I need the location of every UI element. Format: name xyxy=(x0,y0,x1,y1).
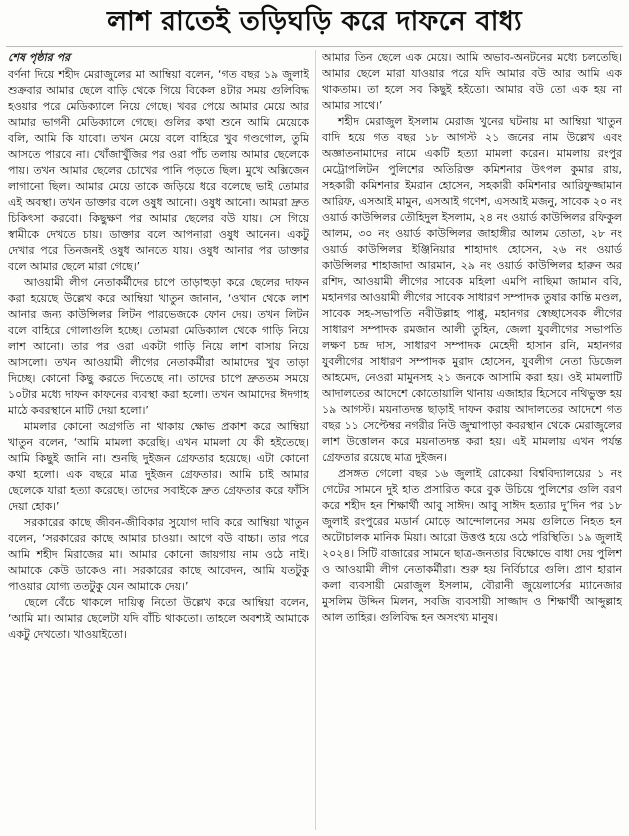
article-paragraph: ছেলে বেঁচে থাকলে দায়িত্ব নিতো উল্লেখ করে আম্বিয়া বলেন, ‘আমি মা। আমার ছেলেটা যদি বাঁচি থাকতো। তাহলে অবশ্যই আমাকে একটু দেখতো। খাওয়াইতো। xyxy=(8,596,309,641)
article-paragraph: আমার তিন ছেলে এক মেয়ে। আমি অভাব-অনটনের মধ্যে চলতেছি। আমার ছেলে মারা যাওয়ার পরে যদি আমার বউ আর আমি এক থাকতাম। তা হলে সব কিছুই হইতো। আমার বউ তো এক হয় না আমার সাথে।’ xyxy=(322,51,622,112)
article-paragraph: আওয়ামী লীগ নেতাকর্মীদের চাপে তাড়াহুড়া করে ছেলের দাফন করা হয়েছে উল্লেখ করে আম্বিয়া খাতুন জানান, ‘ওখান থেকে লাশ আনার জন্য কাউন্সিলর লিটন পারভেজকে ফোন দেয়। তখন লিটন বলে বাহিরে গোলাগুলি হচ্ছে। তোমরা মেডিক্যাল থেকে গাড়ি নিয়ে লাশ আনো। তার পর ওরা একটা গাড়ি নিয়ে লাশ বাসায় নিয়ে আসলো। তখন আওয়ামী লীগের নেতাকর্মীরা আমাদের খুব তাড়া দিচ্ছে। কোনো কিছু করতে দিতেছে না। তাদের চাপে দ্রুততম সময়ে ১০টার মধ্যে দাফন কাফনের ব্যবস্থা করা হলো। তখন আমাদের ঈদগাহ মাঠে কবরস্থানে মাটি দেয়া হলো।’ xyxy=(8,276,309,417)
article-column-left xyxy=(8,50,309,832)
article-headline: লাশ রাতেই তড়িঘড়ি করে দাফনে বাধ্য xyxy=(106,5,523,37)
article-paragraph: শহীদ মেরাজুল ইসলাম মেরাজ খুনের ঘটনায় মা আম্বিয়া খাতুন বাদি হয়ে গত বছর ১৮ আগস্ট ২১ জনের নাম উল্লেখ এবং অজ্ঞাতনামাদের নামে একটি হত্যা মামলা করেন। মামলায় রংপুর মেট্রোপলিটন পুলিশের অতিরিক্ত কমিশনার উৎপল কুমার রায়, সহকারী কমিশনার ইমরান হোসেন, সহকারী কমিশনার আরিফুজ্জামান আরিফ, এসআই মামুন, এসআই গণেশ, এসআই মজনু, সাবেক ২০ নং ওয়ার্ড কাউন্সিলর তৌহিদুল ইসলাম, ২৪ নং ওয়ার্ড কাউন্সিলর রফিকুল আলম, ৩০ নং ওয়ার্ড কাউন্সিলর জাহাঙ্গীর আলম তোতা, ২৮ নং ওয়ার্ড কাউন্সিলর ইঞ্জিনিয়ার শাহাদাৎ হোসেন, ২৬ নং ওয়ার্ড কাউন্সিলর শাহাজাদা আরমান, ২৯ নং ওয়ার্ড কাউন্সিলর হারুন অর রশিদ, আওয়ামী লীগের সাবেক মহিলা এমপি নাছিমা জামান ববি, মহানগর আওয়ামী লীগের সাবেক সাধারণ সম্পাদক তুষার কান্তি মণ্ডল, সাবেক সহ-সভাপতি নবীউল্লাহ পাপ্পু, মহানগর স্বেচ্ছাসেবক লীগের সাধারণ সম্পাদক রমজান আলী তুহিন, জেলা যুবলীগের সভাপতি লক্ষণ চন্দ্র দাস, সাধারণ সম্পাদক মেহেদী হাসান রনি, মহানগর যুবলীগের সাধারণ সম্পাদক মুরাদ হোসেন, যুবলীগ নেতা ডিজেল আহমেদ, নেওরা মামুনসহ ২১ জনকে আসামি করা হয়। ওই মামলাটি আদালতের আদেশে কোতোয়ালি থানায় এজাহার হিসেবে নথিভুক্ত হয় ১৯ আগস্ট। ময়নাতদন্ত ছাড়াই দাফন করায় আদালতের আদেশে গত বছর ১১ সেপ্টেম্বর নগরীর নিউ জুম্মাপাড়া কবরস্থান থেকে মেরাজুলের লাশ উত্তোলন করে ময়নাতদন্ত করা হয়। এই মামলায় এখন পর্যন্ত গ্রেফতার রয়েছে মাত্র দুইজন। xyxy=(322,115,622,464)
continued-from-label: শেষ পৃষ্ঠার পর xyxy=(8,51,71,64)
article-paragraph: প্রসঙ্গত গেলো বছর ১৬ জুলাই রোকেয়া বিশ্ববিদ্যালয়ের ১ নং গেটের সামনে দুই হাত প্রসারিত করে বুক উচিয়ে পুলিশের গুলি বরণ করে শহীদ হন শিক্ষার্থী আবু সাঈদ। আবু সাঈদ হত্যার দু’দিন পর ১৮ জুলাই রংপুরের মডার্ন মোড়ে আন্দোলনের সময় গুলিতে নিহত হন অটোচালক মানিক মিয়া। আরো উত্তপ্ত হয়ে ওঠে পরিস্থিতি। ১৯ জুলাই ২০২৪। সিটি বাজারের সামনে ছাত্র-জনতার বিক্ষোভে বাধা দেয় পুলিশ ও আওয়ামী লীগ নেতাকর্মীরা। শুরু হয় নির্বিচারে গুলি। প্রাণ হারান কলা ব্যবসায়ী মেরাজুল ইসলাম, বৌরানী জুয়েলার্সের ম্যানেজার মুসলিম উদ্দিন মিলন, সবজি ব্যবসায়ী সাজ্জাদ ও শিক্ষার্থী আব্দুল্লাহ আল তাহির। গুলিবিদ্ধ হন অসংখ্য মানুষ। xyxy=(322,467,622,624)
column-divider xyxy=(315,50,316,830)
article-paragraph: বর্ণনা দিয়ে শহীদ মেরাজুলের মা আম্বিয়া বলেন, ‘গত বছর ১৯ জুলাই শুক্রবার আমার ছেলে বাড়ি থেকে গিয়ে বিকেল ৪টার সময় গুলিবিদ্ধ হওয়ার পরে মেডিক্যালে নিয়ে গেছে। খবর পেয়ে আমার মেয়ে আর আমার ভাগনী মেডিক্যালে গেছে। গুলির কথা শুনে আমি মেয়েকে বলি, আমি কি যাবো। তখন মেয়ে বলে বাহিরে খুব গণ্ডগোল, তুমি আসতে পারবে না। খোঁজাখুঁজির পর ওরা পাঁচ তলায় আমার ছেলেকে পায়। তখন আমার ছেলের চোখের পানি পড়তে ছিল। মুখে অক্সিজেন লাগানো ছিল। আমার মেয়ে তাকে জড়িয়ে ধরে বলেছে ভাই তোমার এই অবস্থা। তখন ডাক্তার বলে ওষুধ আনো। ওষুধ আনো। আমরা দ্রুত চিকিৎসা করবো। কিছুক্ষণ পর আমার ছেলের বউ যায়। সে গিয়ে স্বামীকে দেখতে চায়। ডাক্তার বলে আপনারা ওষুধ আনেন। একটু দেখার পরে তিনজনই ওষুধ আনতে যায়। ওষুধ আনার পর ডাক্তার বলে আমার ছেলে মারা গেছে।’ xyxy=(8,68,309,273)
article-paragraph: মামলার কোনো অগ্রগতি না থাকায় ক্ষোভ প্রকাশ করে আম্বিয়া খাতুন বলেন, ‘আমি মামলা করেছি। এখন মামলা যে কী হইতেছে। আমি কিছুই জানি না। শুনছি দুইজন গ্রেফতার হয়েছে। এটা কোনো কথা হলো। এক বছরে মাত্র দুইজন গ্রেফতার। আমি চাই আমার ছেলেকে যারা হত্যা করেছে। তাদের সবাইকে দ্রুত গ্রেফতার করে ফাঁসি দেয়া হোক।’ xyxy=(8,420,309,513)
headline-rule xyxy=(6,46,623,47)
article-column-right xyxy=(322,50,622,832)
article-paragraph: সরকারের কাছে জীবন-জীবিকার সুযোগ দাবি করে আম্বিয়া খাতুন বলেন, ‘সরকারের কাছে আমার চাওয়া। আগে বউ বাচ্চা। তার পরে আমি শহীদ মিরাজের মা। আমার কোনো জায়গায় নাম ওঠে নাই। আমাকে কেউ ডাকেও না। সরকারের কাছে আবেদন, আমি যতটুকু পাওয়ার যোগ্য ততটুকু যেন আমাকে দেয়।’ xyxy=(8,516,309,593)
